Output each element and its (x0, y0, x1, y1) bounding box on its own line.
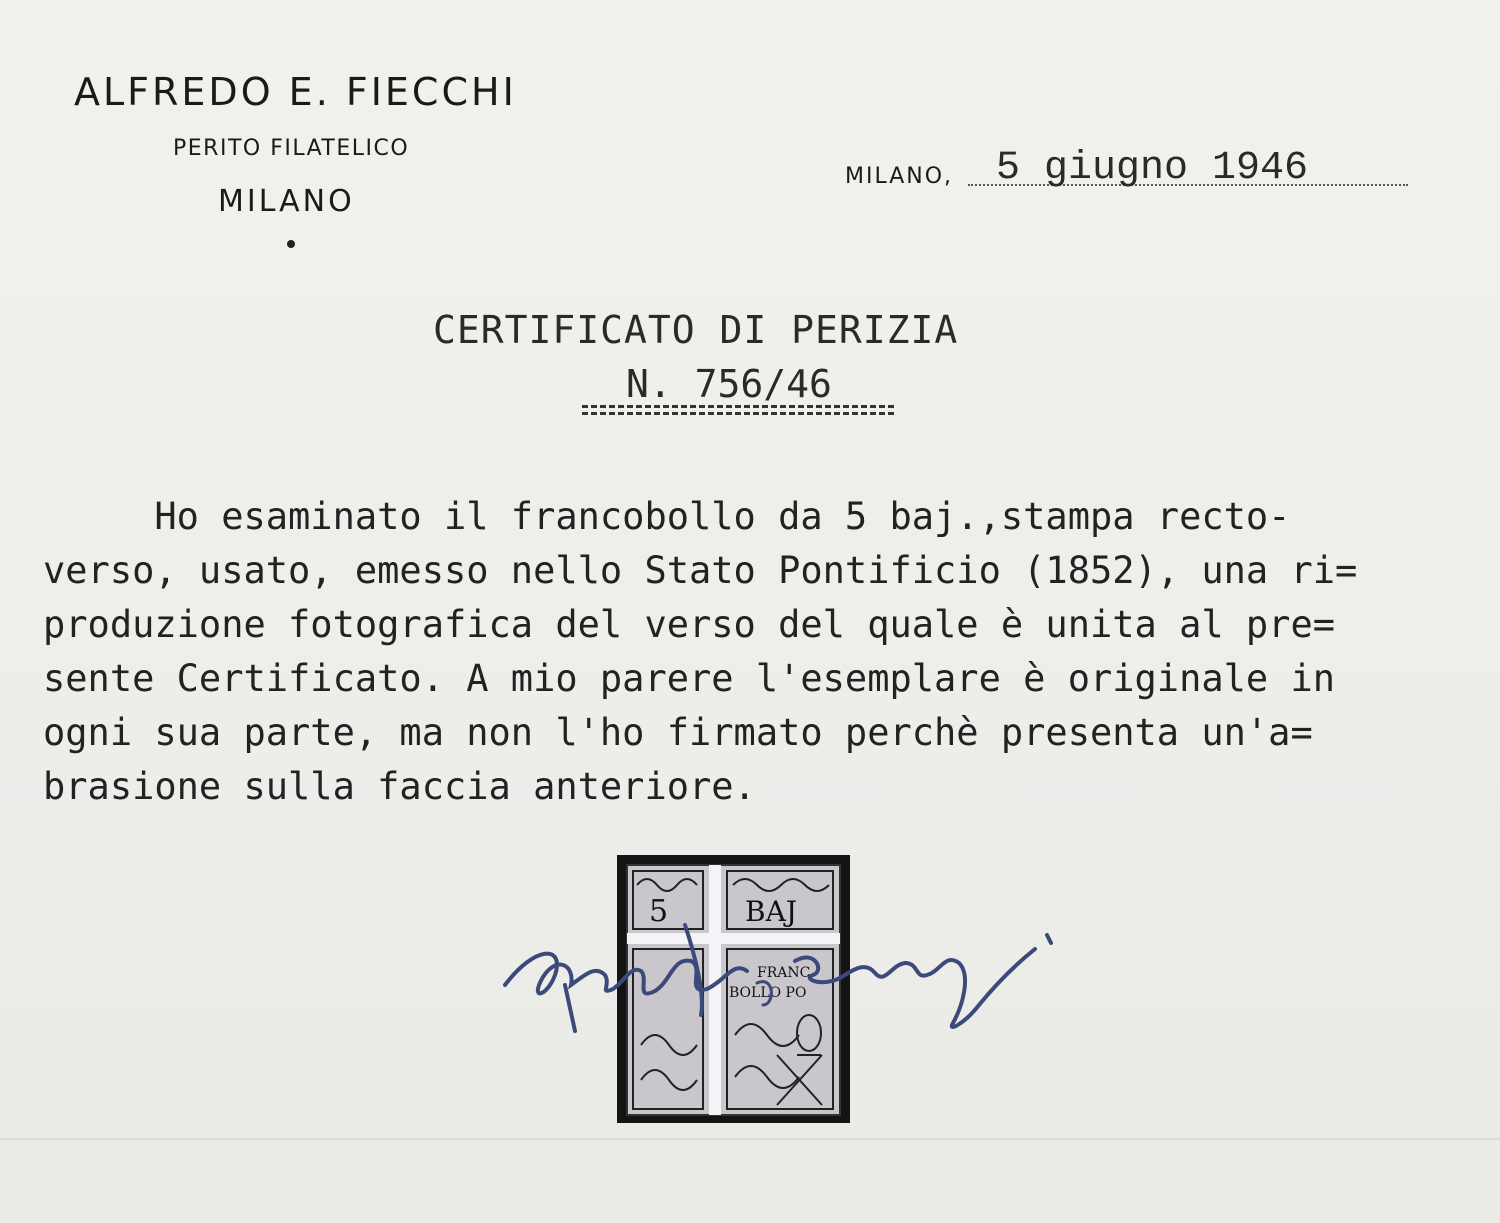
certificate-title: CERTIFICATO DI PERIZIA (433, 308, 959, 352)
place-label: MILANO, (845, 164, 954, 189)
certificate-underline (582, 412, 894, 415)
signature (495, 905, 1065, 1045)
certificate-body (43, 490, 1493, 814)
stamp-currency-text: BAJ (745, 895, 798, 928)
body-line: ogni sua parte, ma non l'ho firmato perchè presenta un'a= (43, 711, 1313, 754)
certificate-underline (582, 405, 894, 408)
body-line: produzione fotografica del verso del quale è unita al pre= (43, 603, 1336, 646)
body-line: sente Certificato. A mio parere l'esemplare è originale in (43, 657, 1336, 700)
certificate-number: N. 756/46 (626, 362, 832, 406)
letterhead-city: MILANO (218, 184, 355, 219)
stamp-bollo-text: BOLLO PO (729, 985, 807, 1001)
body-line: verso, usato, emesso nello Stato Pontificio (1852), una ri= (43, 549, 1358, 592)
letterhead-name: ALFREDO E. FIECCHI (74, 70, 517, 114)
letterhead-dot (287, 240, 295, 248)
body-line: Ho esaminato il francobollo da 5 baj.,stampa recto- (43, 495, 1291, 538)
stamp-value-text: 5 (649, 894, 669, 929)
stamp-franc-text: FRANC (757, 965, 811, 981)
body-line: brasione sulla faccia anteriore. (43, 765, 756, 808)
letterhead-title: PERITO FILATELICO (173, 136, 410, 161)
paper-fold-line (0, 1138, 1500, 1140)
date-value: 5 giugno 1946 (996, 146, 1309, 191)
